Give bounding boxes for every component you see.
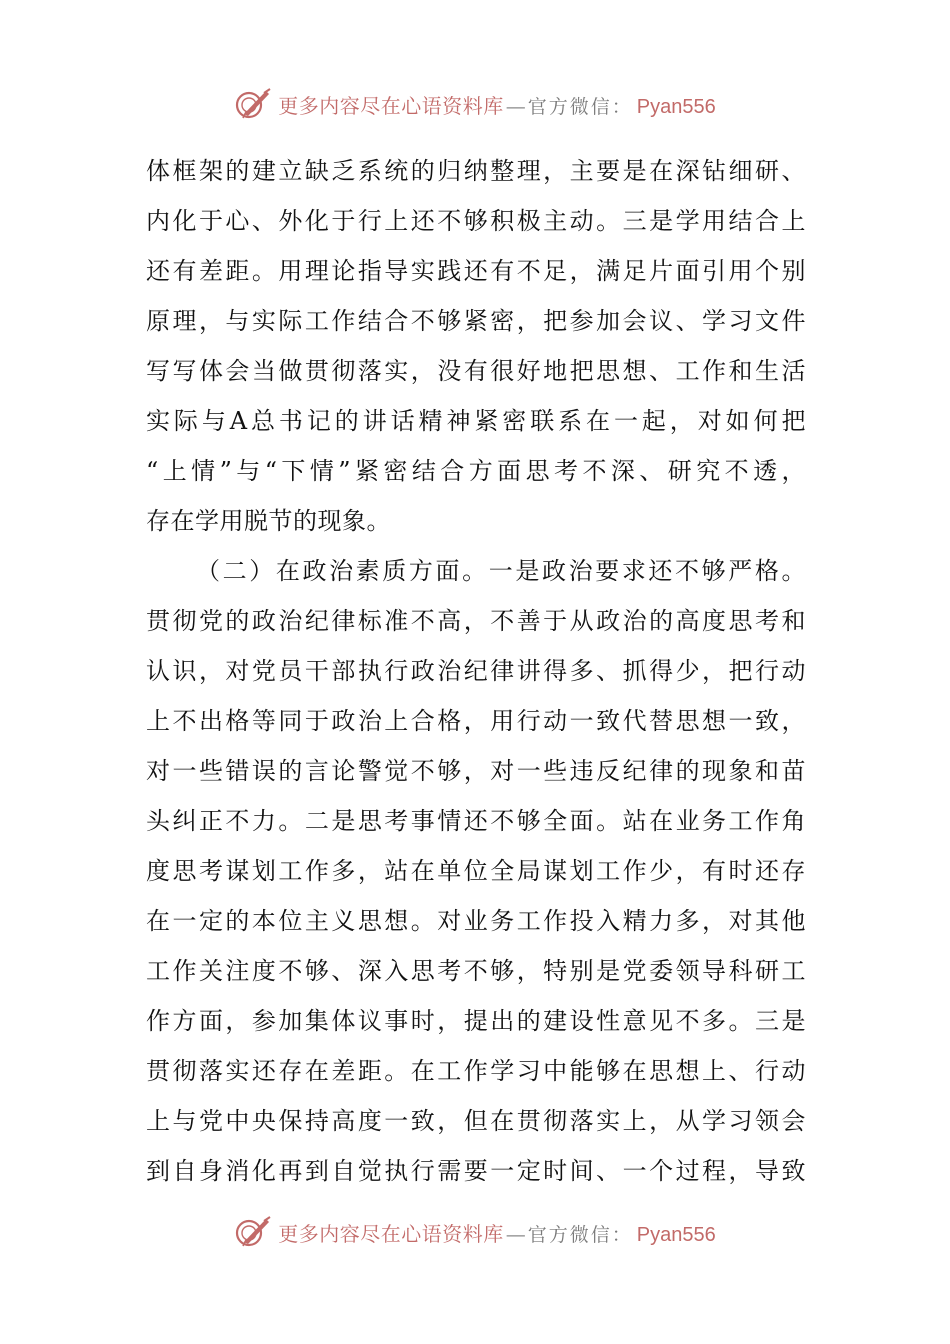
body-line: “上情”与“下情”紧密结合方面思考不深、研究不透， [146,457,806,485]
body-line: 还有差距。用理论指导实践还有不足，满足片面引用个别 [146,257,806,285]
body-line: 体框架的建立缺乏系统的归纳整理，主要是在深钻细研、 [146,157,806,185]
body-line-section-heading: （二）在政治素质方面。一是政治要求还不够严格。 [196,557,806,585]
footer-banner-text [278,1218,715,1247]
footer-wechat-id: Pyan556 [636,1223,716,1246]
body-line: 头纠正不力。二是思考事情还不够全面。站在业务工作角 [146,807,806,835]
footer-banner-dash: — [505,1221,526,1246]
footer-banner [0,1212,950,1252]
body-line: 作方面，参加集体议事时，提出的建设性意见不多。三是 [146,1007,806,1035]
body-line: 工作关注度不够、深入思考不够，特别是党委领导科研工 [146,957,806,985]
body-line: 写写体会当做贯彻落实，没有很好地把思想、工作和生活 [146,357,806,385]
document-body [146,146,806,1196]
header-wechat-id: Pyan556 [636,95,716,118]
body-line: 存在学用脱节的现象。 [146,507,391,535]
header-wechat-label: 官方微信： [527,95,633,118]
body-line: 贯彻落实还存在差距。在工作学习中能够在思想上、行动 [146,1057,806,1085]
body-line: 上不出格等同于政治上合格，用行动一致代替思想一致， [146,707,806,735]
body-line: 在一定的本位主义思想。对业务工作投入精力多，对其他 [146,907,806,935]
body-line: 认识，对党员干部执行政治纪律讲得多、抓得少，把行动 [146,657,806,685]
header-banner [0,84,950,124]
quill-logo-icon [234,1215,272,1249]
body-line: 度思考谋划工作多，站在单位全局谋划工作少，有时还存 [146,857,806,885]
header-banner-main: 更多内容尽在心语资料库 [278,93,504,118]
body-line: 实际与A总书记的讲话精神紧密联系在一起，对如何把 [146,407,806,435]
body-line: 到自身消化再到自觉执行需要一定时间、一个过程，导致 [146,1157,806,1185]
body-line: 对一些错误的言论警觉不够，对一些违反纪律的现象和苗 [146,757,806,785]
body-line: 内化于心、外化于行上还不够积极主动。三是学用结合上 [146,207,806,235]
header-banner-text [278,90,715,119]
footer-banner-main: 更多内容尽在心语资料库 [278,1221,504,1246]
body-line: 贯彻党的政治纪律标准不高，不善于从政治的高度思考和 [146,607,806,635]
quill-logo-icon [234,87,272,121]
body-line: 上与党中央保持高度一致，但在贯彻落实上，从学习领会 [146,1107,806,1135]
body-line: 原理，与实际工作结合不够紧密，把参加会议、学习文件 [146,307,806,335]
footer-wechat-label: 官方微信： [527,1223,633,1246]
header-banner-dash: — [505,93,526,118]
